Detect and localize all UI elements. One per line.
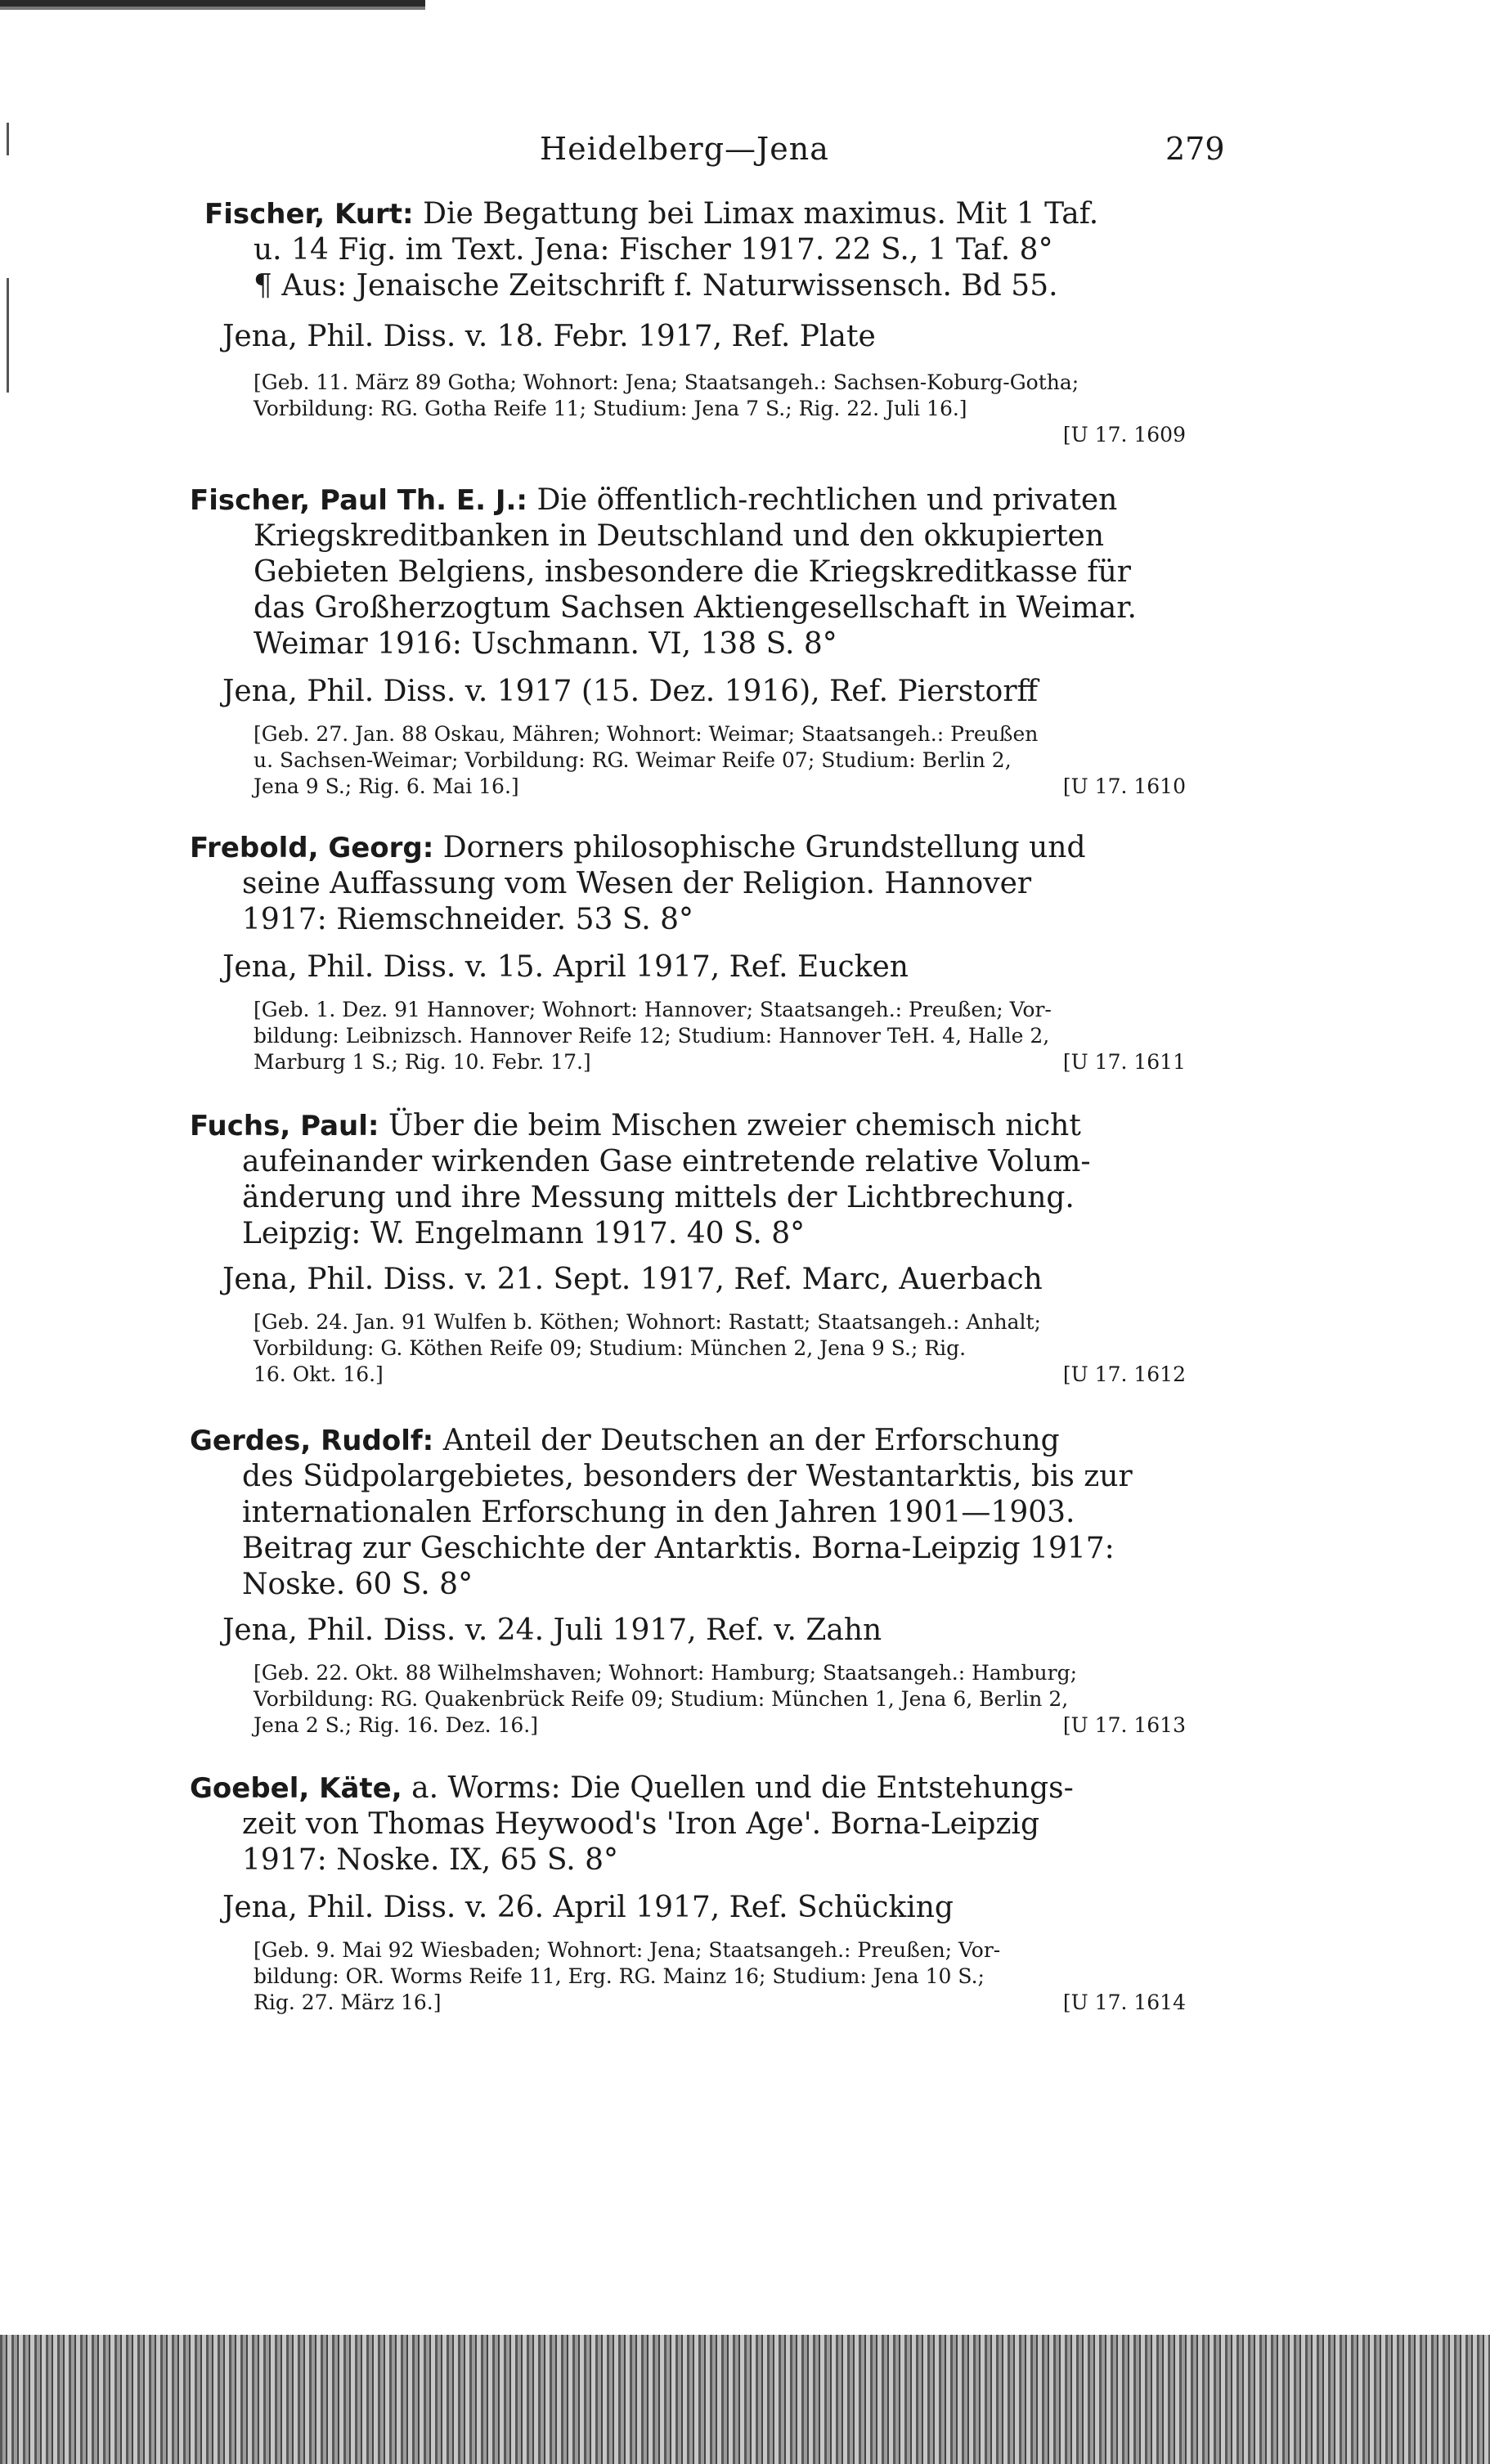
entry-line: u. 14 Fig. im Text. Jena: Fischer 1917. 22 S., 1 Taf. 8°	[254, 233, 1053, 267]
author-name: Frebold, Georg:	[190, 832, 434, 864]
scan-bottom-fade	[0, 2306, 1490, 2339]
dissertation-line: Jena, Phil. Diss. v. 15. April 1917, Ref. Eucken	[222, 950, 909, 984]
title-text: Dorners philosophische Grundstellung und	[433, 831, 1086, 864]
dissertation-line: Jena, Phil. Diss. v. 24. Juli 1917, Ref. v. Zahn	[222, 1613, 882, 1647]
dissertation-line: Jena, Phil. Diss. v. 21. Sept. 1917, Ref. Marc, Auerbach	[222, 1263, 1043, 1296]
entry-line: Weimar 1916: Uschmann. VI, 138 S. 8°	[254, 627, 837, 661]
entry-line: änderung und ihre Messung mittels der Lichtbrechung.	[242, 1181, 1075, 1214]
biographical-details: [Geb. 9. Mai 92 Wiesbaden; Wohnort: Jena; Staatsangeh.: Preußen; Vor-	[254, 1938, 1001, 1962]
entry-line: Beitrag zur Geschichte der Antarktis. Borna-Leipzig 1917:	[242, 1532, 1115, 1565]
biographical-details: [Geb. 27. Jan. 88 Oskau, Mähren; Wohnort: Weimar; Staatsangeh.: Preußen	[254, 722, 1039, 746]
reference-number: [U 17. 1612	[1062, 1362, 1186, 1386]
scan-margin-mark	[7, 278, 9, 393]
entry-line	[190, 830, 1086, 866]
entry-line: Noske. 60 S. 8°	[242, 1568, 473, 1601]
title-text: Anteil der Deutschen an der Erforschung	[433, 1424, 1060, 1457]
biographical-details: Vorbildung: G. Köthen Reife 09; Studium: München 2, Jena 9 S.; Rig.	[254, 1336, 967, 1360]
entry-line: 1917: Noske. IX, 65 S. 8°	[242, 1843, 619, 1877]
entry-line	[204, 196, 1098, 232]
biographical-details: [Geb. 24. Jan. 91 Wulfen b. Köthen; Wohnort: Rastatt; Staatsangeh.: Anhalt;	[254, 1310, 1041, 1334]
entry-line	[190, 1423, 1060, 1459]
reference-number: [U 17. 1609	[1062, 423, 1186, 447]
biographical-details: u. Sachsen-Weimar; Vorbildung: RG. Weimar Reife 07; Studium: Berlin 2,	[254, 748, 1012, 772]
reference-number: [U 17. 1613	[1062, 1713, 1186, 1737]
author-name: Fischer, Kurt:	[204, 198, 414, 231]
biographical-details: Vorbildung: RG. Quakenbrück Reife 09; Studium: München 1, Jena 6, Berlin 2,	[254, 1687, 1069, 1711]
entry-line: Gebieten Belgiens, insbesondere die Kriegskreditkasse für	[254, 555, 1131, 589]
biographical-details: Rig. 27. März 16.]	[254, 1990, 442, 2014]
entry-line	[190, 1108, 1081, 1144]
author-name: Fuchs, Paul:	[190, 1110, 379, 1142]
running-title: Heidelberg—Jena	[540, 131, 829, 167]
author-name: Gerdes, Rudolf:	[190, 1425, 434, 1457]
entry-line: des Südpolargebietes, besonders der Westantarktis, bis zur	[242, 1460, 1133, 1493]
biographical-details: bildung: Leibnizsch. Hannover Reife 12; Studium: Hannover TeH. 4, Halle 2,	[254, 1024, 1050, 1048]
title-text: a. Worms: Die Quellen und die Entstehungs-	[402, 1771, 1074, 1805]
scan-top-edge	[0, 0, 425, 15]
entry-line: das Großherzogtum Sachsen Aktiengesellschaft in Weimar.	[254, 591, 1137, 625]
reference-number: [U 17. 1610	[1062, 774, 1186, 798]
page-header	[0, 131, 1490, 180]
biographical-details: Vorbildung: RG. Gotha Reife 11; Studium: Jena 7 S.; Rig. 22. Juli 16.]	[254, 397, 967, 420]
title-text: Die öffentlich-rechtlichen und privaten	[527, 483, 1118, 517]
author-name: Goebel, Käte,	[190, 1772, 402, 1805]
page-number: 279	[1165, 131, 1225, 167]
biographical-details: Jena 2 S.; Rig. 16. Dez. 16.]	[254, 1713, 539, 1737]
entry-line: 1917: Riemschneider. 53 S. 8°	[242, 903, 693, 936]
dissertation-line: Jena, Phil. Diss. v. 18. Febr. 1917, Ref. Plate	[222, 320, 876, 353]
reference-number: [U 17. 1614	[1062, 1990, 1186, 2014]
entry-line: zeit von Thomas Heywood's 'Iron Age'. Borna-Leipzig	[242, 1807, 1039, 1841]
reference-number: [U 17. 1611	[1062, 1050, 1186, 1074]
biographical-details: Marburg 1 S.; Rig. 10. Febr. 17.]	[254, 1050, 591, 1074]
title-text: Über die beim Mischen zweier chemisch nicht	[379, 1109, 1081, 1142]
entry-line	[190, 1771, 1074, 1806]
biographical-details: 16. Okt. 16.]	[254, 1362, 384, 1386]
author-name: Fischer, Paul Th. E. J.:	[190, 484, 527, 517]
entry-line: Kriegskreditbanken in Deutschland und den okkupierten	[254, 519, 1105, 553]
entry-line: Leipzig: W. Engelmann 1917. 40 S. 8°	[242, 1217, 806, 1250]
title-text: Die Begattung bei Limax maximus. Mit 1 Taf.	[413, 197, 1099, 231]
entry-line: seine Auffassung vom Wesen der Religion. Hannover	[242, 867, 1032, 900]
entry-line	[190, 482, 1117, 518]
dissertation-line: Jena, Phil. Diss. v. 1917 (15. Dez. 1916), Ref. Pierstorff	[222, 675, 1039, 708]
biographical-details: Jena 9 S.; Rig. 6. Mai 16.]	[254, 774, 519, 798]
biographical-details: [Geb. 11. März 89 Gotha; Wohnort: Jena; Staatsangeh.: Sachsen-Koburg-Gotha;	[254, 370, 1079, 394]
biographical-details: bildung: OR. Worms Reife 11, Erg. RG. Mainz 16; Studium: Jena 10 S.;	[254, 1964, 985, 1988]
dissertation-line: Jena, Phil. Diss. v. 26. April 1917, Ref. Schücking	[222, 1891, 954, 1924]
biographical-details: [Geb. 22. Okt. 88 Wilhelmshaven; Wohnort: Hamburg; Staatsangeh.: Hamburg;	[254, 1661, 1078, 1685]
entry-line: internationalen Erforschung in den Jahren 1901—1903.	[242, 1496, 1075, 1529]
entry-line: ¶ Aus: Jenaische Zeitschrift f. Naturwissensch. Bd 55.	[254, 269, 1058, 303]
entry-line: aufeinander wirkenden Gase eintretende relative Volum-	[242, 1145, 1091, 1178]
scan-bottom-edge	[0, 2335, 1490, 2464]
biographical-details: [Geb. 1. Dez. 91 Hannover; Wohnort: Hannover; Staatsangeh.: Preußen; Vor-	[254, 998, 1052, 1021]
